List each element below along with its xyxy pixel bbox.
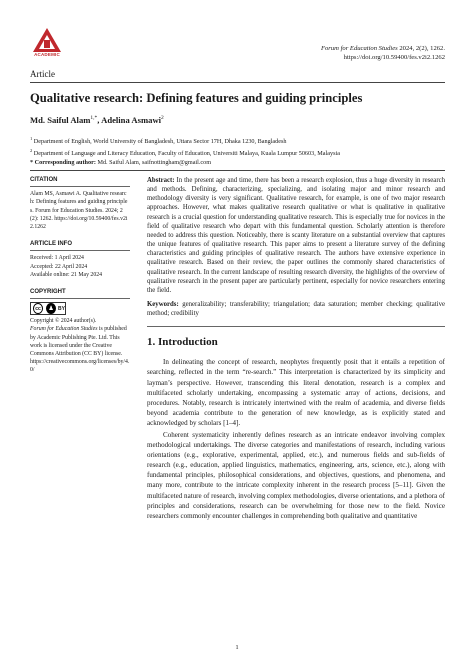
abstract [147, 176, 445, 295]
cc-by-license-badge[interactable] [30, 302, 66, 315]
copyright-license-text: is published by Academic Publishing Pte. Ltd. This work is licensed under the Creative Commons Attribution (CC BY) license. [30, 326, 127, 358]
creative-commons-icon: cc [33, 303, 43, 314]
keywords-label: Keywords: [147, 301, 179, 309]
article-info-block [30, 240, 130, 279]
citation-text: Alam MS, Asmawi A. Qualitative research: Defining features and guiding principles. Forum for Education Studies. 2024; 2(2): 1262. https://doi.org/10.59400/fes.v2i2.1262 [30, 191, 128, 231]
logo-text: ACADEMIC [34, 52, 60, 57]
article-type: Article [30, 69, 55, 79]
academic-logo-icon [30, 27, 64, 53]
journal-doi[interactable]: https://doi.org/10.59400/fes.v2i2.1262 [343, 54, 445, 61]
section-heading-introduction: 1. Introduction [147, 336, 218, 349]
author-2: Adelina Asmawi [101, 115, 162, 125]
intro-paragraph-1: In delineating the concept of research, neophytes frequently posit that it entails a repetition of searching, reflected in the term “re-search.” This interpretation is characterized by its simplicity and layman’s perspective. However, transcending this literal denotation, research is a complex and multifaceted scholarly undertaking, encompassing a systematic array of actions, decisions, and procedures. Notably, research is intricately intertwined with the realm of academia, and diverse fields beyond academia contribute to the generation of new knowledge, as is explicitly stated and acknowledged by scholars [1–4]. [147, 358, 445, 427]
available-date: Available online: 21 May 2024 [30, 271, 103, 278]
corresponding-author [30, 159, 445, 168]
author-1: Md. Saiful Alam [30, 115, 91, 125]
author-line [30, 115, 164, 125]
accepted-date: Accepted: 22 April 2024 [30, 263, 88, 270]
main-column [147, 176, 445, 523]
author-1-affil: 1,* [90, 115, 98, 122]
citation-block [30, 176, 130, 231]
keywords-divider [147, 326, 445, 327]
copyright-journal: Forum for Education Studies [30, 326, 98, 333]
affiliation-1-sup: 1 [30, 136, 33, 141]
author-2-affil: 2 [161, 115, 164, 122]
journal-citation-line [321, 44, 445, 53]
journal-name: Forum for Education Studies [320, 45, 398, 52]
received-date: Received: 1 April 2024 [30, 255, 84, 262]
article-info-heading: ARTICLE INFO [30, 240, 130, 251]
affiliation-2-sup: 2 [30, 147, 33, 153]
affiliation-2-text: Department of Language and Literacy Education, Faculty of Education, Universiti Malaya, Kuala Lumpur 50603, Malaysia [32, 149, 340, 157]
affiliation-2 [30, 147, 445, 159]
corresponding-text: Md. Saiful Alam, saifnottingham@gmail.com [95, 158, 212, 166]
citation-heading: CITATION [30, 176, 130, 187]
affiliations [30, 135, 445, 168]
copyright-statement [30, 325, 130, 358]
keywords-text: generalizability; transferability; triangulation; data saturation; member checking; qualitative method; credibility [147, 301, 445, 318]
corresponding-label: * Corresponding author: [30, 158, 96, 166]
license-url[interactable]: https://creativecommons.org/licenses/by/4.0/ [30, 359, 130, 374]
page-number: 1 [235, 644, 239, 651]
publisher-logo [30, 27, 64, 59]
copyright-heading: COPYRIGHT [30, 288, 130, 299]
paper-title: Qualitative research: Defining features and guiding principles [30, 91, 363, 105]
intro-paragraph-2: Coherent systematicity inherently defines research as an intricate endeavor involving complex methodological undertakings. The diverse categories and manifestations of research, including various orientations (e.g., explorative, experimental, applied, etc.), and numerous fields and sub-fields of research (e.g., education, applied linguistics, mathematics, engineering, arts, science, etc.), along with fundamental principles, philosophical considerations, and objectives, questions, and phenomena, and many more, contribute to the intricate complexity inherent in the research process [5–11]. Given the multifaceted nature of research, involving complex methodologies, diverse orientations, and a plethora of principles and considerations, research can be overwhelming for those new to the field. Novice researchers commonly encounter challenges in comprehending both qualitative and quantitative [147, 431, 445, 520]
cc-by-text: BY [58, 305, 65, 312]
journal-volume: 2024, 2(2), 1262. [397, 45, 445, 52]
affiliation-1 [30, 135, 445, 147]
keywords [147, 300, 445, 318]
header-divider [30, 170, 445, 171]
copyright-block [30, 288, 130, 375]
author-separator: , [97, 115, 102, 125]
copyright-line: Copyright © 2024 author(s). [30, 318, 97, 325]
abstract-label: Abstract: [147, 177, 175, 184]
attribution-person-icon: ♟ [46, 303, 56, 314]
journal-reference [321, 44, 445, 62]
top-divider [30, 82, 445, 83]
affiliation-1-text: Department of English, World University of Bangladesh, Uttara Sector 17H, Dhaka 1230, Bangladesh [32, 138, 287, 146]
article-sidebar [30, 176, 130, 384]
abstract-text: In the present age and time, there has been a research explosion, thus a huge diversity in research and methods. Defining, characterizing, specializing, and isolating major and minor research and methodology diversity is very significant. Qualitative research, for example, is one of two major research approaches. However, what makes qualitative research qualitative or what is qualitative in qualitative research is a crucial question for understanding qualitative research. This is especially true for novices in the field of qualitative research who depart with this fundamental question. Scholarly attention is therefore needed to address this question. Noticeably, there is scanty literature on a substantial overview that captures the unique features of qualitative research. This paper aims to present a literature survey of the defining characteristics and guiding principles of qualitative research. The authors have extensive experience in qualitative research. Based on their review, the paper outlines the commonly shared characteristics of qualitative research. In the current landscape of resulting research diversity, the highlights of the overview of qualitative research in the present paper are particularly pertinent, especially for novice researchers entering the field. [147, 177, 445, 294]
